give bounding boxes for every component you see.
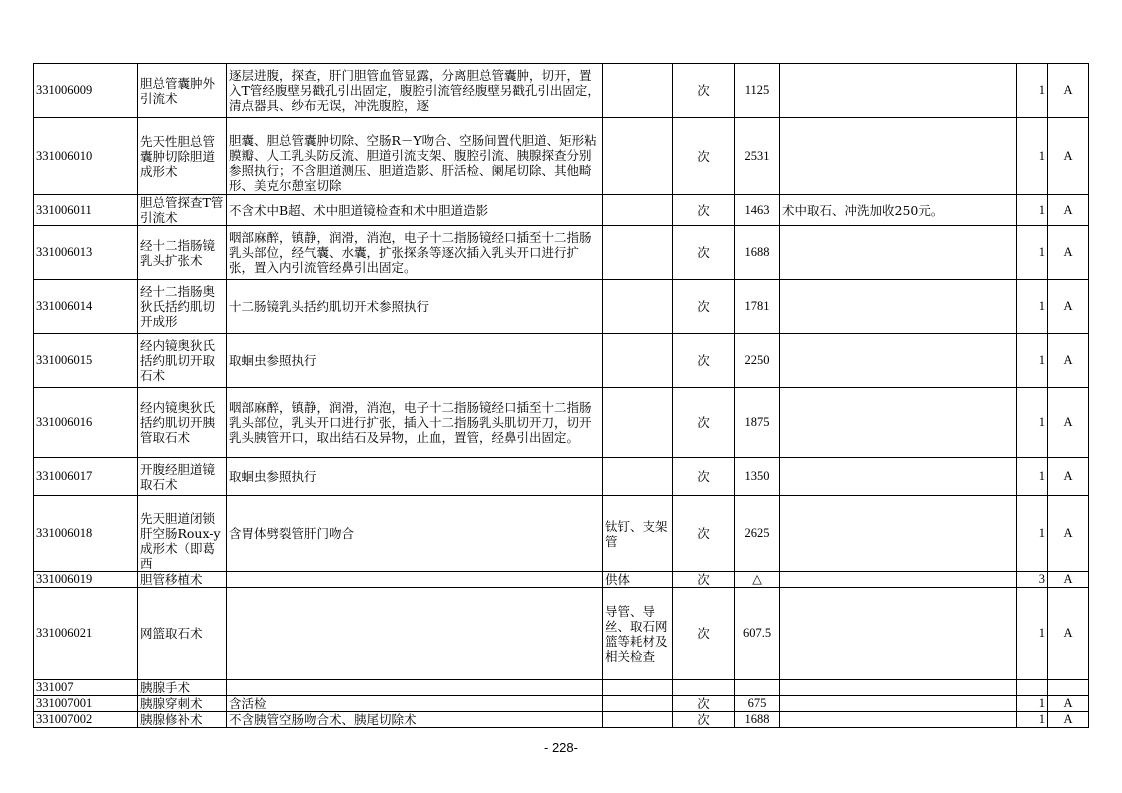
item-class-cell: [1048, 572, 1089, 588]
payment-ratio: 1: [1038, 696, 1045, 710]
remark-cell: [780, 388, 1017, 458]
item-name-cell: [138, 458, 227, 496]
pricing-unit: 次: [697, 202, 710, 218]
payment-ratio: 1: [1038, 469, 1045, 483]
item-code: 331006021: [36, 626, 93, 640]
pricing-unit: 次: [697, 712, 710, 727]
pricing-unit-cell: [673, 280, 735, 334]
payment-ratio: 1: [1038, 353, 1045, 367]
item-code-cell: [34, 680, 138, 696]
item-name-cell: [138, 334, 227, 388]
item-code: 331006016: [36, 415, 93, 429]
item-class: A: [1063, 299, 1073, 313]
price-cell: [735, 388, 780, 458]
item-code: 331006019: [36, 572, 93, 586]
pricing-unit: 次: [697, 626, 710, 641]
price-cell: [735, 712, 780, 728]
pricing-unit: 次: [697, 696, 710, 711]
item-class: A: [1063, 353, 1073, 367]
price: 2250: [744, 353, 770, 367]
payment-ratio: 1: [1038, 245, 1045, 259]
pricing-unit: 次: [697, 469, 710, 484]
item-description-cell: [227, 195, 603, 226]
price: 2625: [744, 526, 770, 540]
item-code: 331006010: [36, 148, 93, 163]
item-description: 咽部麻醉，镇静，润滑，消泡，电子十二指肠镜经口插至十二指肠乳头部位，乳头开口进行扩张，插入十二指肠乳头肌切开刀，切开乳头胰管开口，取出结石及异物，止血，置管，经鼻引出固定。: [229, 400, 592, 445]
remark-cell: [780, 64, 1017, 118]
price: 1350: [744, 469, 770, 483]
item-description: 咽部麻醉，镇静，润滑，消泡，电子十二指肠镜经口插至十二指肠乳头部位，经气囊、水囊，扩张探条等逐次插入乳头开口进行扩张，置入内引流管经鼻引出固定。: [229, 230, 592, 275]
price-cell: [735, 195, 780, 226]
payment-ratio: 1: [1038, 202, 1045, 217]
payment-ratio: 1: [1038, 299, 1045, 313]
excluded-materials-cell: [603, 388, 673, 458]
item-name-cell: [138, 572, 227, 588]
item-name: 先天性胆总管囊肿切除胆道成形术: [140, 133, 216, 179]
item-code: 331007002: [36, 712, 93, 726]
item-class-cell: [1048, 388, 1089, 458]
pricing-unit-cell: [673, 118, 735, 195]
item-description-cell: [227, 280, 603, 334]
table-row: [34, 712, 1089, 728]
item-description: 含活检: [229, 696, 267, 711]
item-code: 331007: [36, 680, 74, 694]
excluded-materials-cell: [603, 64, 673, 118]
item-name: 胰腺穿刺术: [140, 696, 203, 711]
item-name: 经十二指肠奥狄氏括约肌切开成形: [140, 284, 216, 329]
excluded-materials-cell: [603, 226, 673, 280]
pricing-unit-cell: [673, 388, 735, 458]
item-description-cell: [227, 572, 603, 588]
item-name: 经内镜奥狄氏括约肌切开取石术: [140, 338, 216, 383]
item-description-cell: [227, 64, 603, 118]
table-row: [34, 64, 1089, 118]
item-description-cell: [227, 118, 603, 195]
item-code: 331006017: [36, 469, 93, 483]
pricing-unit-cell: [673, 458, 735, 496]
payment-ratio-cell: [1017, 195, 1048, 226]
remark-cell: [780, 712, 1017, 728]
price-cell: [735, 226, 780, 280]
pricing-unit-cell: [673, 572, 735, 588]
item-description-cell: [227, 680, 603, 696]
item-name: 开腹经胆道镜取石术: [140, 461, 216, 492]
pricing-unit-cell: [673, 64, 735, 118]
price-cell: [735, 572, 780, 588]
item-code-cell: [34, 226, 138, 280]
item-class-cell: [1048, 458, 1089, 496]
item-name-cell: [138, 680, 227, 696]
excluded-materials-cell: [603, 334, 673, 388]
payment-ratio-cell: [1017, 572, 1048, 588]
item-class: A: [1063, 245, 1073, 259]
item-description: 胆囊、胆总管囊肿切除、空肠R－Y吻合、空肠间置代胆道、矩形粘膜瓣、人工乳头防反流、胆道引流支架、腹腔引流、胰腺探查分别参照执行；不含胆道测压、胆道造影、肝活检、阑尾切除、其他畸形、美克尔憩室切除: [229, 133, 597, 193]
item-name-cell: [138, 280, 227, 334]
price-cell: [735, 458, 780, 496]
payment-ratio: 1: [1038, 148, 1045, 163]
item-class: A: [1063, 572, 1073, 586]
pricing-unit-cell: [673, 680, 735, 696]
payment-ratio: 1: [1038, 415, 1045, 429]
table-row: [34, 388, 1089, 458]
item-class-cell: [1048, 334, 1089, 388]
item-class: A: [1063, 696, 1073, 710]
payment-ratio-cell: [1017, 712, 1048, 728]
pricing-unit: 次: [697, 299, 710, 314]
price: 607.5: [742, 626, 772, 640]
item-code-cell: [34, 64, 138, 118]
price: 1875: [744, 415, 770, 429]
item-description-cell: [227, 696, 603, 712]
price-cell: [735, 64, 780, 118]
item-code-cell: [34, 572, 138, 588]
item-description-cell: [227, 458, 603, 496]
item-description-cell: [227, 334, 603, 388]
item-code-cell: [34, 496, 138, 572]
item-code: 331006015: [36, 353, 93, 367]
price: 1688: [744, 712, 770, 726]
remark-cell: [780, 334, 1017, 388]
item-name-cell: [138, 388, 227, 458]
item-description: 逐层进腹，探查，肝门胆管血管显露，分离胆总管囊肿，切开，置入T管经腹壁另戳孔引出固定，腹腔引流管经腹壁另戳孔引出固定，清点器具、纱布无误，冲洗腹腔，逐: [229, 68, 600, 113]
price: 1463: [744, 202, 770, 217]
item-description-cell: [227, 388, 603, 458]
item-class-cell: [1048, 680, 1089, 696]
price-cell: [735, 680, 780, 696]
payment-ratio: 3: [1038, 572, 1045, 586]
pricing-unit-cell: [673, 195, 735, 226]
item-class-cell: [1048, 226, 1089, 280]
item-class: A: [1063, 415, 1073, 429]
price: 675: [747, 696, 767, 710]
table-row: [34, 496, 1089, 572]
item-code: 331006018: [36, 526, 93, 540]
remark: 术中取石、冲洗加收250元。: [782, 202, 944, 218]
item-name-cell: [138, 195, 227, 226]
pricing-unit: 次: [697, 83, 710, 98]
payment-ratio-cell: [1017, 226, 1048, 280]
remark-cell: [780, 680, 1017, 696]
item-description-cell: [227, 712, 603, 728]
item-description: 不含术中B超、术中胆道镜检查和术中胆道造影: [229, 202, 489, 218]
excluded-materials-cell: [603, 588, 673, 680]
table-row: [34, 226, 1089, 280]
table-row: [34, 588, 1089, 680]
table-row: [34, 280, 1089, 334]
price-cell: [735, 696, 780, 712]
payment-ratio: 1: [1038, 712, 1045, 726]
excluded-materials-cell: [603, 458, 673, 496]
item-class: A: [1063, 526, 1073, 540]
remark-cell: [780, 458, 1017, 496]
item-class-cell: [1048, 195, 1089, 226]
item-class: A: [1063, 469, 1073, 483]
item-class: A: [1063, 626, 1073, 640]
excluded-materials: 导管、导丝、取石网篮等耗材及相关检查: [605, 603, 668, 664]
pricing-unit: 次: [697, 353, 710, 368]
payment-ratio-cell: [1017, 334, 1048, 388]
item-code: 331006009: [36, 83, 93, 97]
pricing-unit-cell: [673, 696, 735, 712]
item-name: 经十二指肠镜乳头扩张术: [140, 237, 216, 268]
item-description-cell: [227, 226, 603, 280]
excluded-materials-cell: [603, 572, 673, 588]
price-cell: [735, 496, 780, 572]
pricing-unit-cell: [673, 226, 735, 280]
payment-ratio-cell: [1017, 696, 1048, 712]
excluded-materials-cell: [603, 696, 673, 712]
item-code-cell: [34, 696, 138, 712]
pricing-unit-cell: [673, 496, 735, 572]
payment-ratio-cell: [1017, 588, 1048, 680]
item-name-cell: [138, 496, 227, 572]
item-name: 胆总管探查T管引流术: [140, 195, 224, 225]
table-row: [34, 118, 1089, 195]
payment-ratio-cell: [1017, 680, 1048, 696]
table-row: [34, 572, 1089, 588]
table-row: [34, 458, 1089, 496]
item-class: A: [1063, 83, 1073, 97]
pricing-unit: 次: [697, 245, 710, 260]
table-row: [34, 680, 1089, 696]
price: 1688: [744, 245, 770, 259]
item-name: 胆总管囊肿外引流术: [140, 75, 216, 106]
item-name: 胰腺手术: [140, 680, 191, 695]
pricing-unit: 次: [697, 572, 710, 587]
table-row: [34, 195, 1089, 226]
item-name: 先天胆道闭锁肝空肠Roux-y成形术（即葛西: [140, 510, 221, 571]
item-code-cell: [34, 712, 138, 728]
pricing-unit: 次: [697, 526, 710, 541]
payment-ratio-cell: [1017, 118, 1048, 195]
remark-cell: [780, 572, 1017, 588]
item-class-cell: [1048, 496, 1089, 572]
item-name-cell: [138, 64, 227, 118]
item-description: 取蛔虫参照执行: [229, 469, 317, 484]
payment-ratio-cell: [1017, 280, 1048, 334]
item-code-cell: [34, 588, 138, 680]
excluded-materials-cell: [603, 712, 673, 728]
item-name: 网篮取石术: [140, 626, 203, 641]
pricing-unit-cell: [673, 334, 735, 388]
payment-ratio: 1: [1038, 526, 1045, 540]
item-name-cell: [138, 712, 227, 728]
item-class-cell: [1048, 280, 1089, 334]
item-class: A: [1063, 148, 1073, 163]
item-code-cell: [34, 195, 138, 226]
price-cell: [735, 334, 780, 388]
remark-cell: [780, 496, 1017, 572]
item-name: 经内镜奥狄氏括约肌切开胰管取石术: [140, 400, 216, 445]
excluded-materials-cell: [603, 195, 673, 226]
excluded-materials: 供体: [605, 572, 631, 587]
item-name-cell: [138, 118, 227, 195]
price: △: [752, 572, 762, 586]
item-code: 331006014: [36, 299, 93, 313]
item-class: A: [1063, 712, 1073, 726]
item-description: 十二肠镜乳头括约肌切开术参照执行: [229, 299, 430, 314]
excluded-materials-cell: [603, 118, 673, 195]
table-row: [34, 334, 1089, 388]
item-description-cell: [227, 588, 603, 680]
item-name: 胆管移植术: [140, 572, 203, 587]
price-cell: [735, 588, 780, 680]
remark-cell: [780, 226, 1017, 280]
remark-cell: [780, 195, 1017, 226]
remark-cell: [780, 280, 1017, 334]
item-code-cell: [34, 118, 138, 195]
item-class-cell: [1048, 588, 1089, 680]
price: 1125: [744, 83, 770, 97]
item-code: 331006011: [36, 202, 92, 217]
item-name-cell: [138, 588, 227, 680]
payment-ratio-cell: [1017, 64, 1048, 118]
item-description-cell: [227, 496, 603, 572]
item-code-cell: [34, 280, 138, 334]
pricing-unit-cell: [673, 712, 735, 728]
price-cell: [735, 280, 780, 334]
item-description: 取蛔虫参照执行: [229, 353, 317, 368]
item-description: 含胃体劈裂管肝门吻合: [229, 526, 355, 541]
fee-schedule-table: [33, 63, 1089, 728]
excluded-materials: 钛钉、支架管: [605, 518, 668, 549]
remark-cell: [780, 588, 1017, 680]
payment-ratio-cell: [1017, 496, 1048, 572]
payment-ratio: 1: [1038, 626, 1045, 640]
item-name-cell: [138, 226, 227, 280]
item-code-cell: [34, 458, 138, 496]
excluded-materials-cell: [603, 680, 673, 696]
item-class-cell: [1048, 696, 1089, 712]
item-code-cell: [34, 388, 138, 458]
price: 1781: [744, 299, 770, 313]
item-name-cell: [138, 696, 227, 712]
pricing-unit: 次: [697, 415, 710, 430]
item-code: 331006013: [36, 245, 93, 259]
payment-ratio-cell: [1017, 458, 1048, 496]
remark-cell: [780, 118, 1017, 195]
pricing-unit-cell: [673, 588, 735, 680]
item-code: 331007001: [36, 696, 93, 710]
excluded-materials-cell: [603, 496, 673, 572]
price-cell: [735, 118, 780, 195]
payment-ratio: 1: [1038, 83, 1045, 97]
item-class: A: [1063, 202, 1073, 217]
remark-cell: [780, 696, 1017, 712]
item-class-cell: [1048, 64, 1089, 118]
excluded-materials-cell: [603, 280, 673, 334]
pricing-unit: 次: [697, 148, 710, 164]
table-row: [34, 696, 1089, 712]
payment-ratio-cell: [1017, 388, 1048, 458]
item-class-cell: [1048, 712, 1089, 728]
page-number: - 228-: [544, 740, 578, 755]
item-class-cell: [1048, 118, 1089, 195]
item-description: 不含胰管空肠吻合术、胰尾切除术: [229, 712, 417, 727]
price: 2531: [744, 148, 770, 163]
item-name: 胰腺修补术: [140, 712, 203, 727]
item-code-cell: [34, 334, 138, 388]
